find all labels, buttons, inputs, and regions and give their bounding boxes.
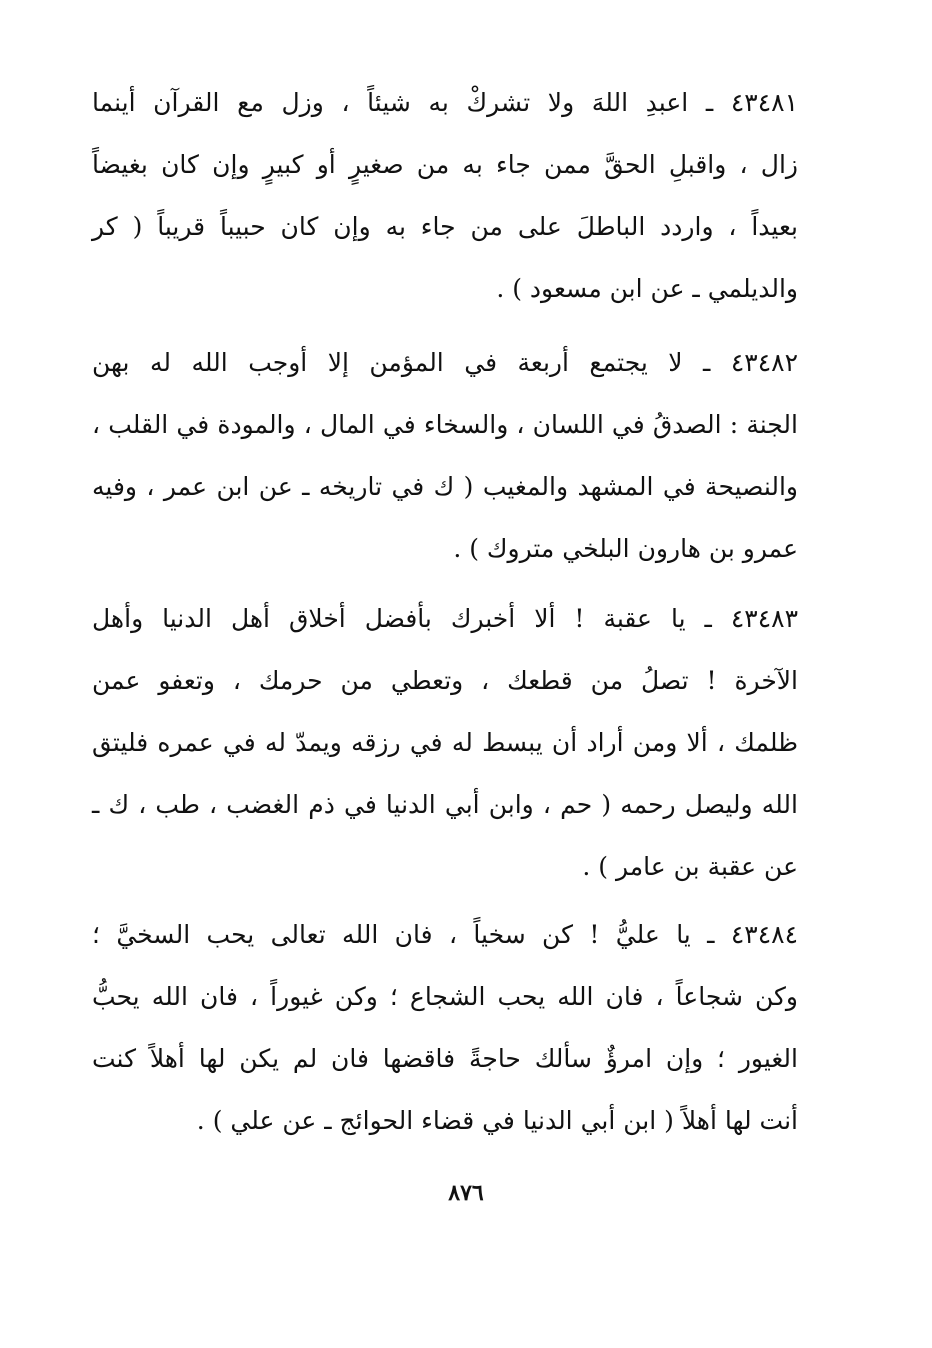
text-line: ٤٣٤٨٣ ـ يا عقبة ! ألا أخبرك بأفضل أخلاق أهل الدنيا وأهل — [92, 604, 798, 633]
text-line: الغيور ؛ وإن امرؤٌ سألك حاجةً فاقضها فان لم يكن لها أهلاً كنت — [92, 1044, 798, 1073]
text-line: ٤٣٤٨٤ ـ يا عليُّ ! كن سخياً ، فان الله تعالى يحب السخيَّ ؛ — [92, 920, 798, 949]
text-line: الآخرة ! تصلُ من قطعك ، وتعطي من حرمك ، وتعفو عمن — [92, 666, 798, 695]
text-line: عمرو بن هارون البلخي متروك ) . — [453, 534, 798, 563]
page-number: ٨٧٦ — [448, 1180, 484, 1206]
text-line: أنت لها أهلاً ( ابن أبي الدنيا في قضاء الحوائج ـ عن علي ) . — [196, 1106, 798, 1135]
text-line: عن عقبة بن عامر ) . — [582, 852, 798, 881]
text-line: ٤٣٤٨٢ ـ لا يجتمع أربعة في المؤمن إلا أوجب الله له بهن — [92, 348, 798, 377]
hadith-43483 — [92, 588, 798, 898]
text-line: ٤٣٤٨١ ـ اعبدِ اللهَ ولا تشركْ به شيئاً ، وزل مع القرآن أينما — [92, 88, 798, 117]
text-line: والنصيحة في المشهد والمغيب ( ك في تاريخه ـ عن ابن عمر ، وفيه — [92, 472, 798, 501]
hadith-43482 — [92, 332, 798, 580]
text-line: والديلمي ـ عن ابن مسعود ) . — [496, 274, 798, 303]
hadith-43481 — [92, 72, 798, 320]
text-line: بعيداً ، واردد الباطلَ على من جاء به وإن كان حبيباً قريباً ( كر — [92, 212, 798, 241]
text-line: ظلمك ، ألا ومن أراد أن يبسط له في رزقه ويمدّ له في عمره فليتق — [92, 728, 798, 757]
text-line: الله وليصل رحمه ( حم ، وابن أبي الدنيا في ذم الغضب ، طب ، ك ـ — [92, 790, 798, 819]
hadith-43484 — [92, 904, 798, 1152]
text-line: وكن شجاعاً ، فان الله يحب الشجاع ؛ وكن غيوراً ، فان الله يحبُّ — [92, 982, 798, 1011]
text-line: زال ، واقبلِ الحقَّ ممن جاء به من صغيرٍ أو كبيرٍ وإن كان بغيضاً — [92, 150, 798, 179]
text-line: الجنة : الصدقُ في اللسان ، والسخاء في المال ، والمودة في القلب ، — [92, 410, 798, 439]
